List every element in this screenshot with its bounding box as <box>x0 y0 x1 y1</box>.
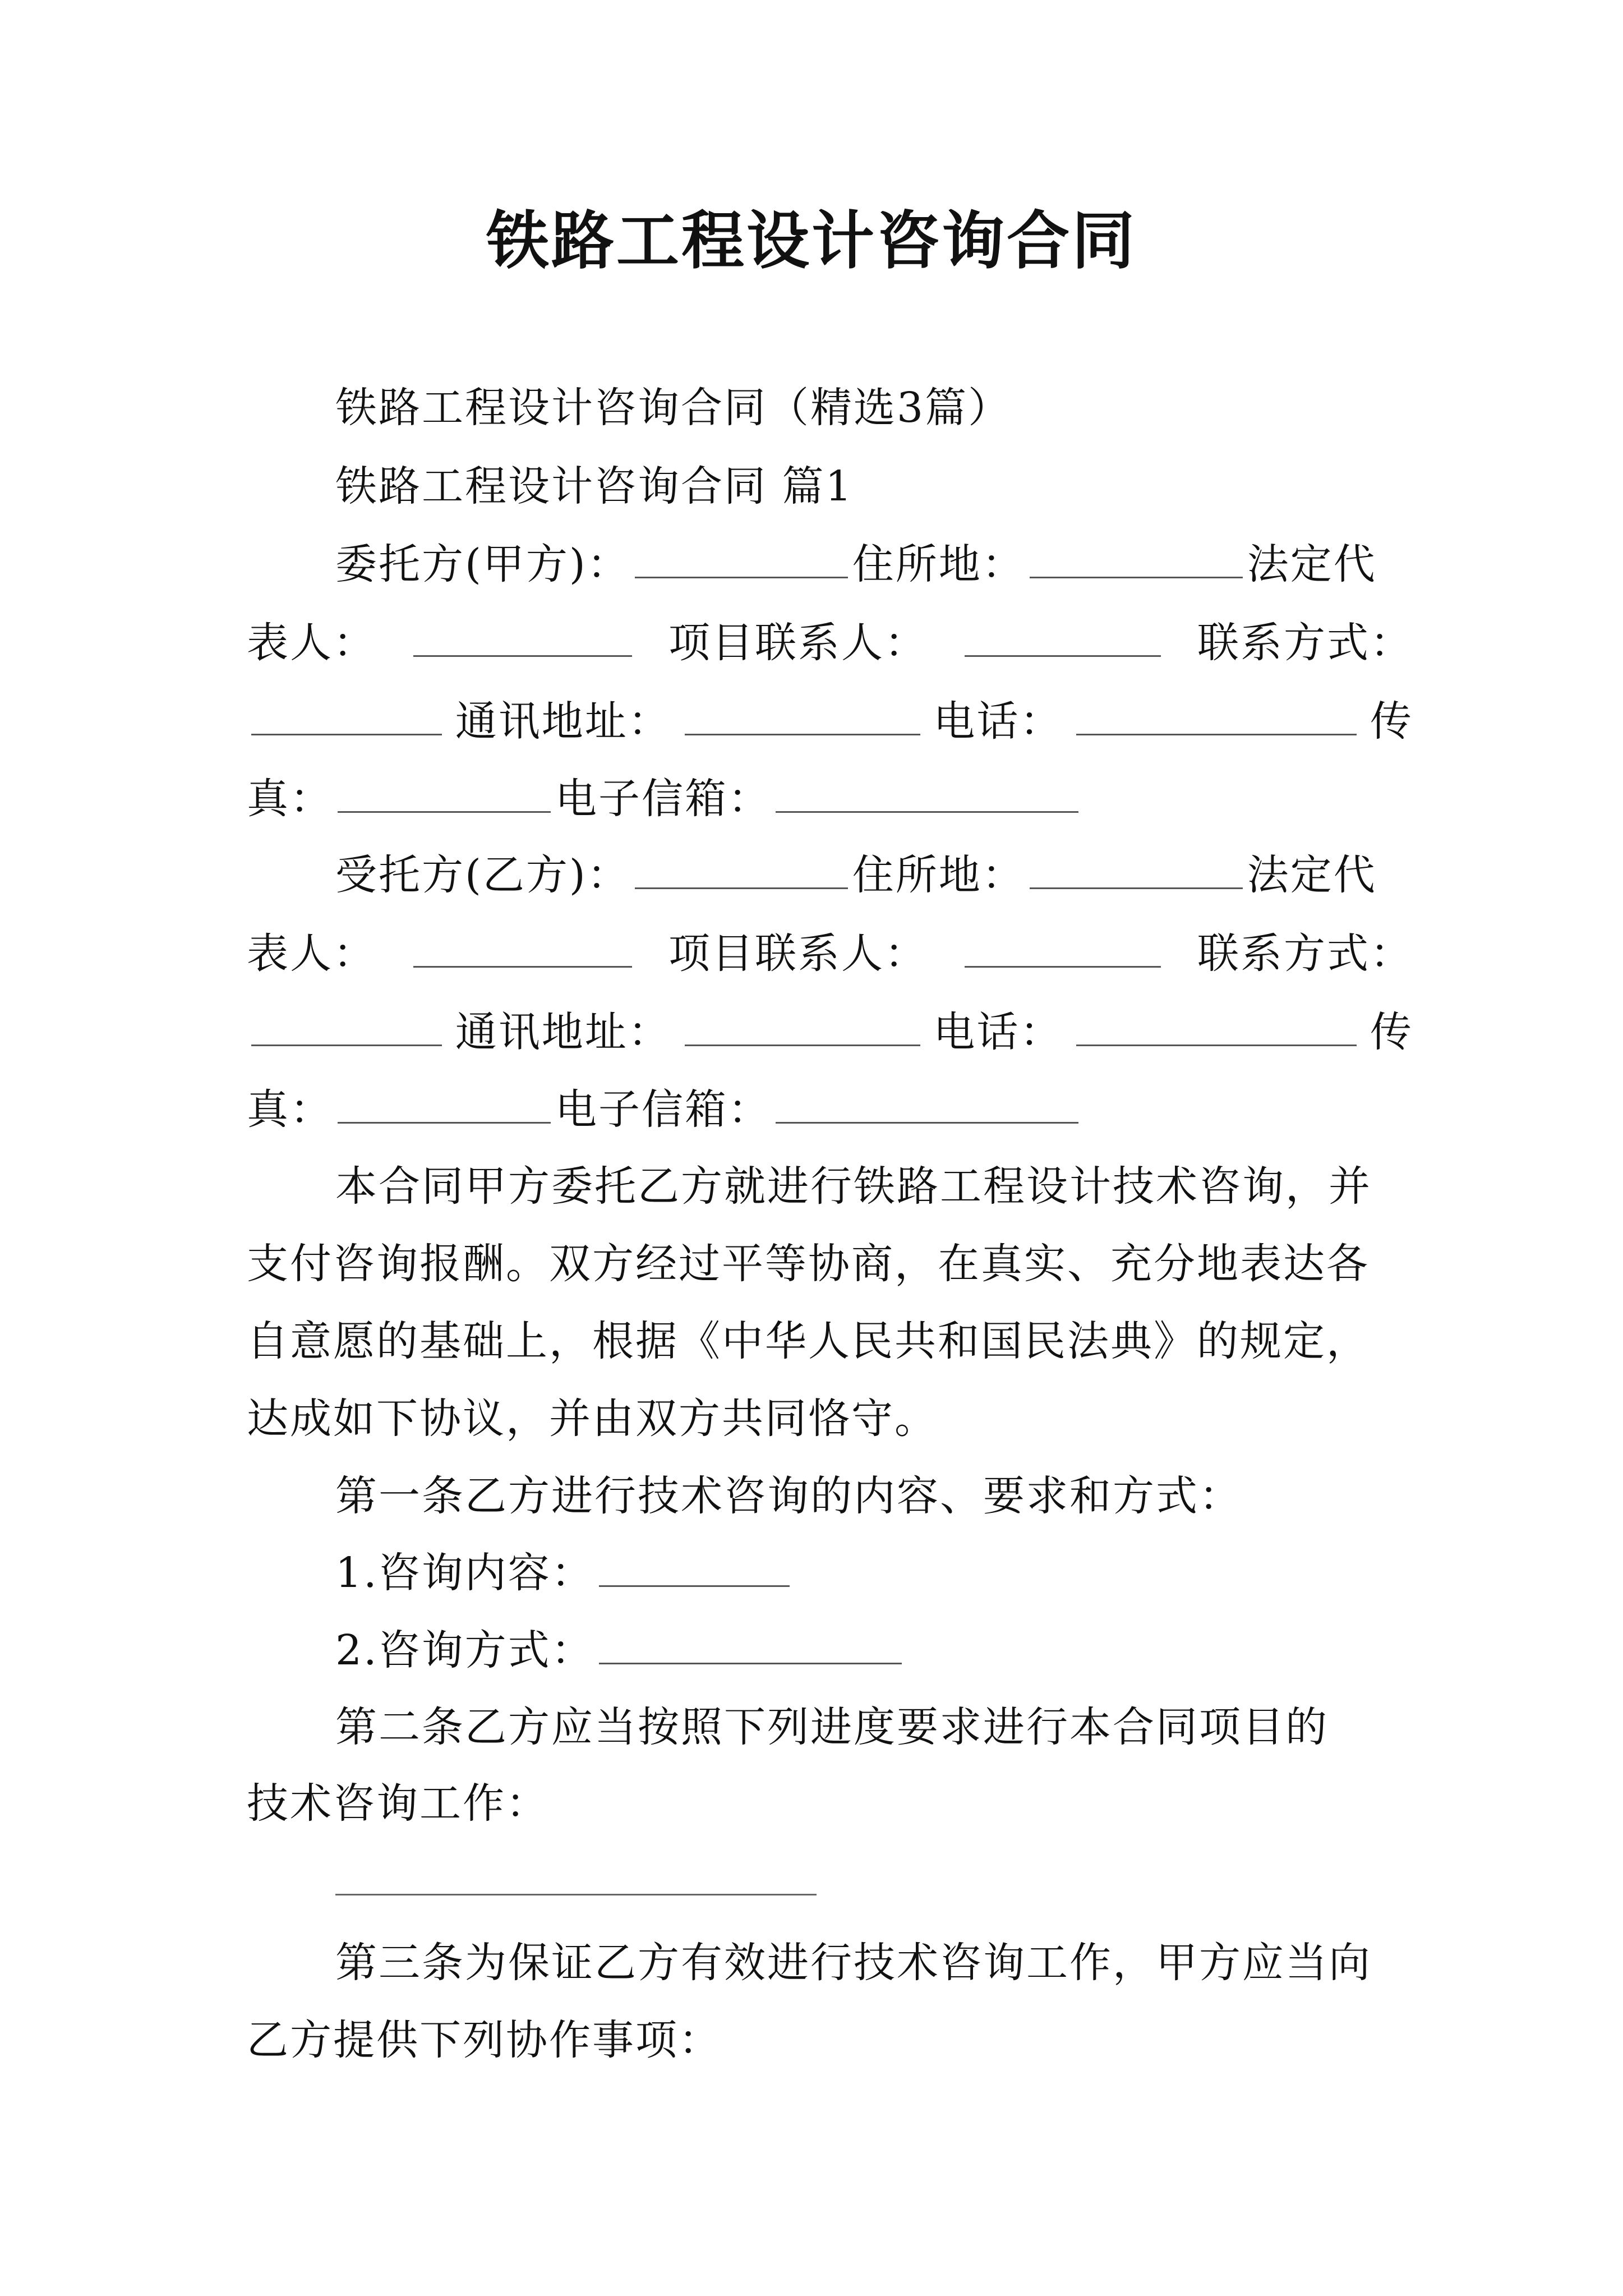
party-b-rep-label-2: 表人： <box>247 930 376 978</box>
document-title: 铁路工程设计咨询合同 <box>486 204 1137 278</box>
party-a-rep-label-2: 表人： <box>247 619 376 667</box>
item-2 <box>335 1626 1413 1674</box>
item-1-field[interactable] <box>599 1552 790 1587</box>
party-b-phone-field[interactable] <box>1076 1011 1357 1046</box>
intro-line: 自意愿的基础上，根据《中华人民共和国民法典》的规定， <box>247 1317 1370 1365</box>
party-b-line-3 <box>247 1008 1413 1056</box>
intro-line: 本合同甲方委托乙方就进行铁路工程设计技术咨询，并 <box>335 1162 1372 1211</box>
party-b-contact-label: 项目联系人： <box>668 930 928 978</box>
party-b-email-label: 电子信箱： <box>555 1085 771 1134</box>
party-b-method-field[interactable] <box>251 1011 442 1046</box>
party-a-fax-field[interactable] <box>338 777 551 813</box>
article-2-line: 技术咨询工作： <box>247 1779 549 1828</box>
intro-line: 支付咨询报酬。双方经过平等协商，在真实、充分地表达各 <box>247 1240 1370 1288</box>
article-1: 第一条乙方进行技术咨询的内容、要求和方式： <box>335 1472 1242 1520</box>
article-3-line: 第三条为保证乙方有效进行技术咨询工作，甲方应当向 <box>335 1939 1372 1987</box>
party-b-fax-field[interactable] <box>338 1088 551 1124</box>
party-b-method-label: 联系方式： <box>1197 930 1413 978</box>
party-b-mail-field[interactable] <box>685 1011 920 1046</box>
party-a-lead: 委托方(甲方)： <box>335 540 630 588</box>
item-1-label: 1.咨询内容： <box>335 1549 594 1597</box>
party-a-line-3 <box>247 697 1413 746</box>
party-b-mail-label: 通讯地址： <box>455 1008 671 1056</box>
part-heading: 铁路工程设计咨询合同 篇1 <box>335 462 854 510</box>
party-a-phone-label: 电话： <box>933 697 1063 746</box>
party-a-address-field[interactable] <box>1030 543 1243 578</box>
article-3-line: 乙方提供下列协作事项： <box>247 2016 722 2064</box>
party-a-fax-label-1: 传 <box>1370 697 1413 746</box>
party-b-line-1 <box>335 851 1413 899</box>
party-b-lead: 受托方(乙方)： <box>335 851 630 899</box>
party-a-rep-field[interactable] <box>413 622 632 657</box>
item-1 <box>335 1549 1413 1597</box>
party-a-fax-label-2: 真： <box>247 775 333 823</box>
party-a-address-label: 住所地： <box>852 540 1025 588</box>
party-a-method-label: 联系方式： <box>1197 619 1413 667</box>
party-b-phone-label: 电话： <box>933 1008 1063 1056</box>
progress-field[interactable] <box>335 1894 817 1895</box>
party-b-name-field[interactable] <box>635 854 848 889</box>
intro-line: 达成如下协议，并由双方共同恪守。 <box>247 1395 938 1443</box>
party-b-line-2 <box>247 930 1413 978</box>
party-a-line-2 <box>247 619 1413 667</box>
party-b-address-field[interactable] <box>1030 854 1243 889</box>
party-a-email-label: 电子信箱： <box>555 775 771 823</box>
party-b-line-4 <box>247 1085 1413 1134</box>
party-a-name-field[interactable] <box>635 543 848 578</box>
party-a-mail-label: 通讯地址： <box>455 697 671 746</box>
party-a-email-field[interactable] <box>776 777 1078 813</box>
party-a-phone-field[interactable] <box>1076 700 1357 735</box>
article-2-line: 第二条乙方应当按照下列进度要求进行本合同项目的 <box>335 1703 1329 1751</box>
party-b-contact-field[interactable] <box>965 932 1161 968</box>
party-b-fax-label-2: 真： <box>247 1085 333 1134</box>
party-a-contact-label: 项目联系人： <box>668 619 928 667</box>
party-a-rep-label-1: 法定代 <box>1247 540 1377 588</box>
party-b-address-label: 住所地： <box>852 851 1025 899</box>
party-a-method-field[interactable] <box>251 700 442 735</box>
document-subtitle: 铁路工程设计咨询合同（精选3篇） <box>335 384 1012 432</box>
party-a-line-4 <box>247 775 1413 823</box>
item-2-field[interactable] <box>599 1629 902 1664</box>
party-a-mail-field[interactable] <box>685 700 920 735</box>
item-2-label: 2.咨询方式： <box>335 1626 594 1674</box>
party-a-contact-field[interactable] <box>965 622 1161 657</box>
party-b-fax-label-1: 传 <box>1370 1008 1413 1056</box>
party-a-line-1 <box>335 540 1413 588</box>
party-b-rep-field[interactable] <box>413 932 632 968</box>
party-b-rep-label-1: 法定代 <box>1247 851 1377 899</box>
party-b-email-field[interactable] <box>776 1088 1078 1124</box>
